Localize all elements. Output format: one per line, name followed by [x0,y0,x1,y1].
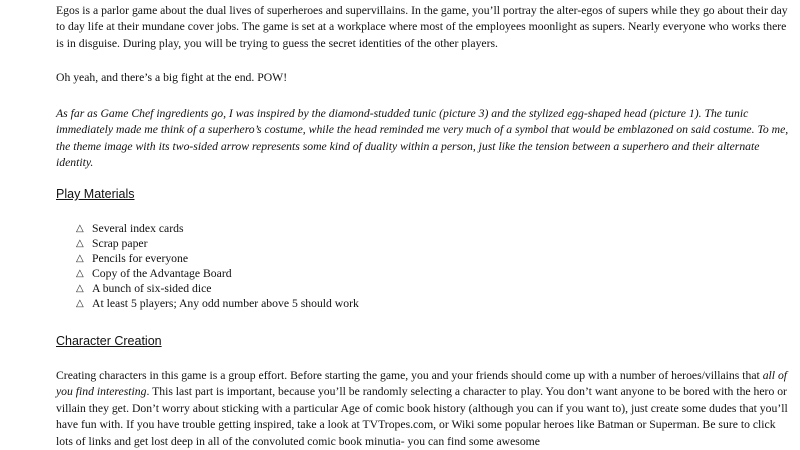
triangle-bullet-icon: △ [76,253,84,264]
pow-paragraph: Oh yeah, and there’s a big fight at the end. POW! [56,71,288,84]
materials-list [76,221,359,311]
list-item-label: A bunch of six-sided dice [92,282,212,295]
play-materials-heading: Play Materials [56,187,135,201]
paragraph-text: . This last part is important, because you’ll be randomly selecting a character to play. You don’t want anyone to be bored with the hero or villain they get. Don’t worry about sticking with a particular Age of comic book history (although you can if you want to), just create some dudes that you’ll have fun with. If you have trouble getting inspired, take a look at TVTropes.com, or Wiki some popular heroes like Batman or Superman. Be sure to click lots of links and get lost deep in all of the convoluted comic book minutia- you can find some awesome [56,385,788,448]
list-item [76,281,359,296]
list-item-label: Pencils for everyone [92,252,189,265]
list-item [76,221,359,236]
list-item-label: Scrap paper [92,237,148,250]
inspiration-paragraph: As far as Game Chef ingredients go, I was inspired by the diamond-studded tunic (picture 3) and the stylized egg-shaped head (picture 1). The tunic immediately made me think of a superhero’s costume, while the head reminded me very much of a symbol that would be emblazoned on said costume. To me, the theme image with its two-sided arrow represents some kind of duality within a person, just like the tension between a superhero and their alternate identity. [56,107,789,170]
character-creation-paragraph [56,368,791,450]
triangle-bullet-icon: △ [76,223,84,234]
paragraph-text: Creating characters in this game is a group effort. Before starting the game, you and your friends should come up with a number of heroes/villains that [56,369,763,382]
triangle-bullet-icon: △ [76,298,84,309]
intro-paragraph: Egos is a parlor game about the dual lives of superheroes and supervillains. In the game, you’ll portray the alter-egos of supers while they go about their day to day life at their mundane cover jobs. The game is set at a workplace where most of the employees moonlight as supers. Nearly everyone who works there is in disguise. During play, you will be trying to guess the secret identities of the other players. [56,4,788,50]
list-item [76,266,359,281]
list-item-label: Copy of the Advantage Board [92,267,232,280]
list-item [76,296,359,311]
triangle-bullet-icon: △ [76,283,84,294]
character-creation-heading: Character Creation [56,334,162,348]
triangle-bullet-icon: △ [76,238,84,249]
list-item [76,236,359,251]
list-item-label: Several index cards [92,222,184,235]
triangle-bullet-icon: △ [76,268,84,279]
list-item [76,251,359,266]
list-item-label: At least 5 players; Any odd number above 5 should work [92,297,359,310]
emphasized-text: all of you find interesting [56,369,788,399]
